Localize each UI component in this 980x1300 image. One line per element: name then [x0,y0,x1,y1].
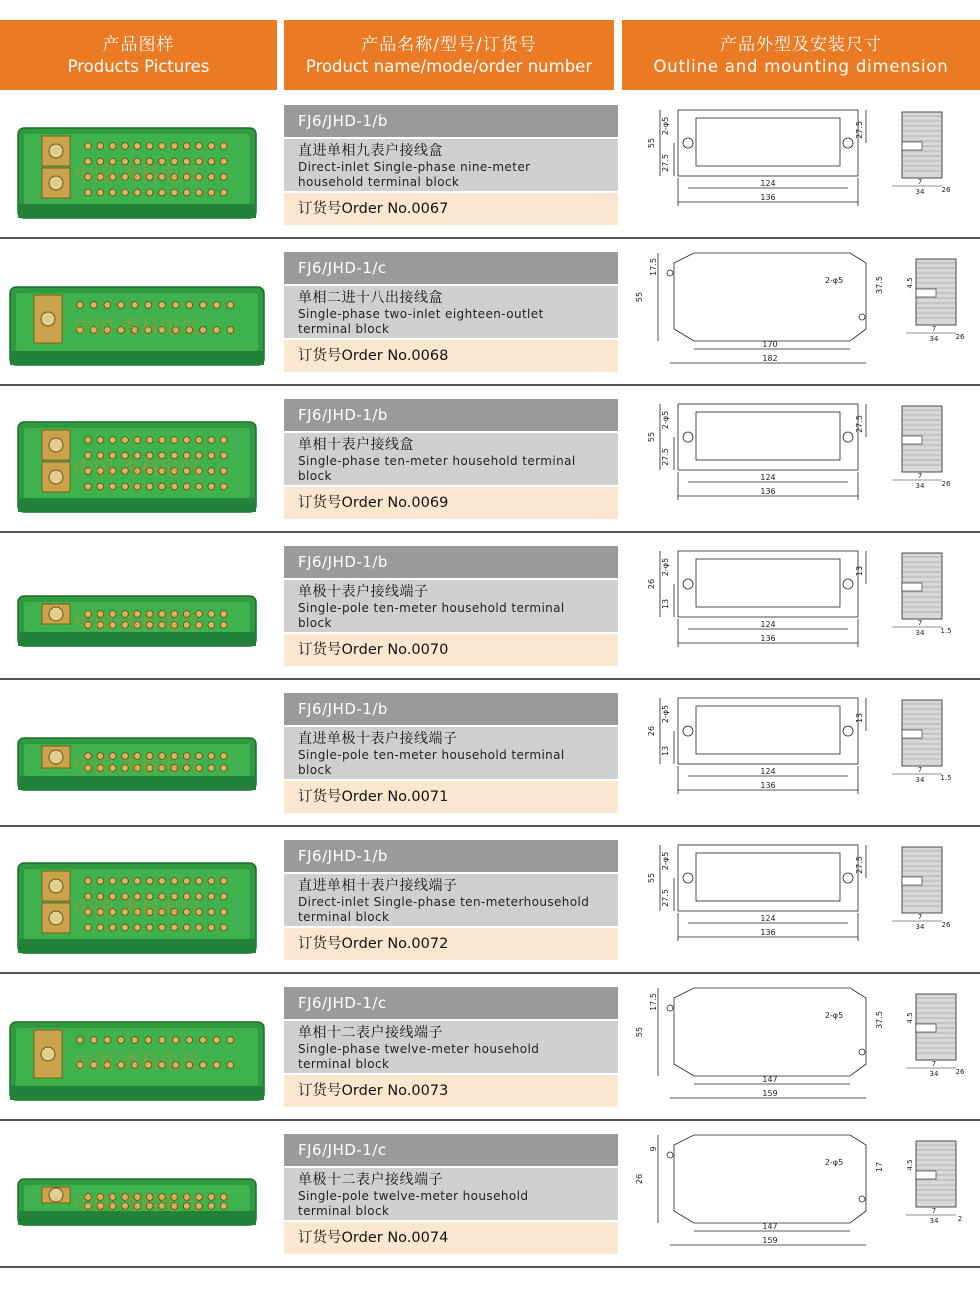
dim-right: 13 [855,565,864,577]
product-row [0,533,980,680]
dim-hole: 2-φ5 [824,276,844,285]
product-name-zh: 直进单相十表户接线端子 [298,878,458,894]
dim-side-c: 26 [941,480,951,488]
product-photo [6,551,268,663]
header-col1-zh: 产品图样 [102,34,175,55]
product-info [284,399,618,519]
order-number: 订货号Order No.0071 [284,781,618,813]
header-products-pictures [0,20,277,90]
dimension-drawing [630,102,980,229]
mount-hole [843,726,853,736]
dim-height: 55 [635,1026,644,1038]
outline-body [674,1135,866,1223]
dim-half: 27.5 [661,448,670,466]
watermark-text: 中国·秀科电气 [73,1050,201,1074]
dimension-drawing [630,543,980,670]
outline-body [674,253,866,341]
header-outline-dimension [622,20,980,90]
header-col2-en: Product name/mode/order number [305,56,593,76]
product-info [284,987,618,1107]
brass-clamp [42,871,70,901]
product-name-en: Single-pole ten-meter household terminal [298,601,565,615]
side-view [906,994,956,1068]
model-number: FJ6/JHD-1/c [284,252,618,284]
dim-inner: 170 [762,340,778,349]
dim-side-b: 34 [929,1070,939,1078]
mount-hole [683,579,693,589]
dim-side-a: 7 [931,1060,937,1068]
brass-clamp [42,430,70,460]
side-view [892,406,942,480]
product-photo [6,992,268,1104]
dim-inner: 124 [760,914,776,923]
dim-hole: 2-φ5 [824,1158,844,1167]
dim-height: 55 [647,137,656,149]
dim-side-d: 4.5 [906,1159,914,1171]
order-number: 订货号Order No.0073 [284,1075,618,1107]
dim-inner: 147 [762,1075,778,1084]
outline-window [696,853,840,901]
product-name-en: terminal block [298,322,390,336]
dim-outer: 136 [760,487,776,496]
dim-inner: 124 [760,620,776,629]
dim-half: 17.5 [649,258,658,276]
dim-side-d: 4.5 [906,277,914,289]
product-photo [6,110,268,222]
dim-side-a: 7 [917,472,923,480]
product-photo [6,698,268,810]
header-col2-zh: 产品名称/型号/订货号 [361,34,537,55]
dim-inner: 124 [760,179,776,188]
mount-hole [683,432,693,442]
dim-inner: 124 [760,473,776,482]
product-row [0,92,980,239]
header-col3-en: Outline and mounting dimension [653,56,949,76]
product-name-en: Direct-inlet Single-phase nine-meter [298,160,531,174]
product-name-en: block [298,616,332,630]
dim-right: 27.5 [855,121,864,139]
dim-side-a: 7 [931,325,937,333]
product-name-en: block [298,763,332,777]
outline-window [696,118,840,166]
side-view [892,112,942,186]
product-name-zh: 单相十二表户接线端子 [298,1025,443,1041]
dim-side-a: 7 [917,913,923,921]
product-row [0,386,980,533]
product-name-en: Single-pole twelve-meter household [298,1189,529,1203]
dim-right: 37.5 [875,276,884,294]
product-name-zh: 单相二进十八出接线盒 [298,290,443,306]
watermark-text: 中国·秀科电气 [73,315,201,339]
product-row [0,239,980,386]
product-name-en: block [298,469,332,483]
brass-clamp [42,746,70,768]
model-number: FJ6/JHD-1/b [284,840,618,872]
product-description [284,286,618,338]
dim-half: 27.5 [661,889,670,907]
dim-side-b: 34 [915,188,925,196]
dim-hole: 2-φ5 [661,557,670,577]
dim-outer: 136 [760,193,776,202]
dim-half: 13 [661,745,670,757]
product-name-en: Single-phase two-inlet eighteen-outlet [298,307,544,321]
watermark-text: 中国·秀科电气 [73,1191,201,1215]
header-product-name [284,20,614,90]
dim-half: 27.5 [661,154,670,172]
product-photo [6,1139,268,1251]
mount-hole [859,1196,865,1202]
order-number: 订货号Order No.0069 [284,487,618,519]
order-number: 订货号Order No.0068 [284,340,618,372]
brass-clamp [34,295,62,343]
table-header [0,20,980,90]
dim-height: 26 [647,725,656,737]
outline-window [696,559,840,607]
order-number: 订货号Order No.0067 [284,193,618,225]
dim-side-c: 2 [957,1215,963,1223]
order-number: 订货号Order No.0072 [284,928,618,960]
dim-inner: 147 [762,1222,778,1231]
mount-hole [667,1005,673,1011]
side-view [906,259,956,333]
product-name-zh: 直进单极十表户接线端子 [298,731,458,747]
product-info [284,840,618,960]
dim-side-c: 26 [941,186,951,194]
brass-clamp [42,903,70,933]
dim-side-c: 26 [955,333,965,341]
dim-side-c: 1.5 [940,774,952,782]
dim-side-a: 7 [917,178,923,186]
dim-height: 26 [647,578,656,590]
dim-half: 17.5 [649,993,658,1011]
dim-right: 37.5 [875,1011,884,1029]
model-number: FJ6/JHD-1/c [284,1134,618,1166]
product-description [284,433,618,485]
dim-half: 13 [661,598,670,610]
dim-hole: 2-φ5 [824,1011,844,1020]
dim-height: 55 [647,872,656,884]
product-row [0,974,980,1121]
dim-right: 17 [875,1161,884,1173]
watermark-text: 中国·秀科电气 [73,456,201,480]
dim-outer: 136 [760,781,776,790]
product-name-zh: 单极十二表户接线端子 [298,1172,443,1188]
dim-side-b: 34 [929,335,939,343]
dim-side-b: 34 [929,1217,939,1225]
header-col1-en: Products Pictures [67,56,210,76]
product-info [284,1134,618,1254]
dim-height: 26 [635,1173,644,1185]
product-name-en: terminal block [298,910,390,924]
side-view [892,553,942,627]
mount-hole [667,1152,673,1158]
product-description [284,1168,618,1220]
brass-clamp [34,1030,62,1078]
dim-inner: 124 [760,767,776,776]
product-name-zh: 直进单相九表户接线盒 [298,143,443,159]
model-number: FJ6/JHD-1/b [284,399,618,431]
product-name-en: terminal block [298,1204,390,1218]
mount-hole [859,1049,865,1055]
dim-outer: 136 [760,634,776,643]
dim-side-b: 34 [915,629,925,637]
dim-hole: 2-φ5 [661,410,670,430]
dimension-drawing [630,249,980,376]
dim-height: 55 [647,431,656,443]
dimension-drawing [630,984,980,1111]
dim-side-b: 34 [915,776,925,784]
product-name-en: Single-phase twelve-meter household [298,1042,540,1056]
dim-outer: 159 [762,1089,778,1098]
row-divider [0,1266,980,1268]
product-photo [6,257,268,369]
dim-side-c: 26 [941,921,951,929]
mount-hole [683,726,693,736]
header-col3-zh: 产品外型及安装尺寸 [720,34,882,55]
product-name-en: Single-phase ten-meter household terminal [298,454,576,468]
model-number: FJ6/JHD-1/b [284,105,618,137]
product-name-en: household terminal block [298,175,460,189]
dim-side-d: 4.5 [906,1012,914,1024]
product-description [284,874,618,926]
outline-window [696,706,840,754]
order-number: 订货号Order No.0074 [284,1222,618,1254]
mount-hole [843,432,853,442]
brass-clamp [42,136,70,166]
product-row [0,680,980,827]
model-number: FJ6/JHD-1/b [284,693,618,725]
product-row [0,1121,980,1268]
dim-right: 27.5 [855,415,864,433]
watermark-text: 中国·秀科电气 [73,897,201,921]
order-number: 订货号Order No.0070 [284,634,618,666]
product-description [284,139,618,191]
product-description [284,1021,618,1073]
dim-right: 27.5 [855,856,864,874]
dim-side-a: 7 [917,766,923,774]
product-info [284,693,618,813]
product-info [284,546,618,666]
dimension-drawing [630,837,980,964]
model-number: FJ6/JHD-1/b [284,546,618,578]
product-name-en: Single-pole ten-meter household terminal [298,748,565,762]
product-info [284,105,618,225]
dimension-drawing [630,690,980,817]
product-name-en: terminal block [298,1057,390,1071]
dim-hole: 2-φ5 [661,704,670,724]
mount-hole [843,873,853,883]
outline-window [696,412,840,460]
dim-side-a: 7 [931,1207,937,1215]
mount-hole [683,138,693,148]
brass-clamp [42,462,70,492]
brass-clamp [42,604,70,624]
dim-height: 55 [635,291,644,303]
dim-hole: 2-φ5 [661,116,670,136]
product-description [284,727,618,779]
dim-side-c: 26 [955,1068,965,1076]
dim-right: 13 [855,712,864,724]
product-description [284,580,618,632]
model-number: FJ6/JHD-1/c [284,987,618,1019]
dim-side-b: 34 [915,923,925,931]
watermark-text: 中国·秀科电气 [73,753,201,777]
dim-half: 9 [649,1146,658,1152]
dim-outer: 159 [762,1236,778,1245]
product-name-en: Direct-inlet Single-phase ten-meterhousehold [298,895,590,909]
outline-body [674,988,866,1076]
mount-hole [667,270,673,276]
dim-outer: 136 [760,928,776,937]
product-info [284,252,618,372]
mount-hole [683,873,693,883]
product-photo [6,845,268,957]
mount-hole [843,138,853,148]
product-row [0,827,980,974]
dim-hole: 2-φ5 [661,851,670,871]
side-view [892,700,942,774]
dim-side-a: 7 [917,619,923,627]
dimension-drawing [630,396,980,523]
brass-clamp [42,1187,70,1203]
watermark-text: 中国·秀科电气 [73,162,201,186]
brass-clamp [42,168,70,198]
dim-side-b: 34 [915,482,925,490]
dimension-drawing [630,1131,980,1258]
mount-hole [843,579,853,589]
mount-hole [859,314,865,320]
dim-side-c: 1.5 [940,627,952,635]
watermark-text: 中国·秀科电气 [73,610,201,634]
dim-outer: 182 [762,354,778,363]
side-view [906,1141,956,1215]
product-name-zh: 单极十表户接线端子 [298,584,429,600]
product-photo [6,404,268,516]
product-name-zh: 单相十表户接线盒 [298,437,414,453]
side-view [892,847,942,921]
